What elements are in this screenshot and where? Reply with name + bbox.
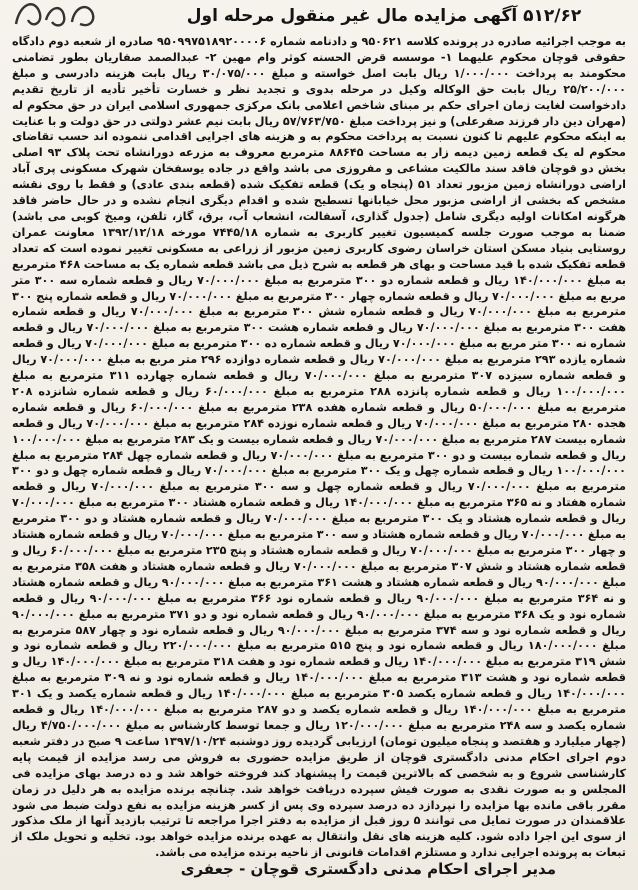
handwritten-mark-icon [6, 0, 102, 34]
ad-signature: مدیر اجرای احکام مدنی دادگستری قوچان - جعفری [180, 860, 556, 878]
ad-paragraph: به موجب اجرائیه صادره در پرونده کلاسه ۹۵۰۶۲۱ و دادنامه شماره ۹۵۰۹۹۷۵۱۸۹۲۰۰۰۰۶ صادره از شعبه دوم دادگاه حقوقی قوچان محکوم علیهما ۱- موسسه قرض الحسنه کوثر وام مهین ۲- عبدالصمد صفاریان بطور تضامنی محکومند به پرداخت ۱/۰۰۰/۰۰۰ ریال بابت اصل خواسته و مبلغ ۳۰/۰۷۵/۰۰۰ ریال بابت هزینه دادرسی و مبلغ ۲۵/۲۰۰/۰۰۰ ریال بابت حق الوکاله وکیل در مرحله بدوی و تجدید نظر و خسارت تأخیر تأدیه از تاریخ تقدیم دادخواست لغایت زمان اجرای حکم بر مبنای شاخص اعلامی بانک مرکزی جمهوری اسلامی ایران در حق محکوم له (مهران دین دار فرزند صفرعلی) و نیز پرداخت مبلغ ۵۷/۷۶۳/۷۵۰ ریال بابت نیم عشر دولتی در حق دولت و با عنایت به اینکه محکوم علیهم تا کنون نسبت به پرداخت محکوم به و هزینه های اجرایی اقدامی ننموده اند حسب تقاضای محکوم له یک قطعه زمین دیمه زار به مساحت ۸۸۶۴۵ مترمربع معروف به مزرعه دورانشاه تحت پلاک ۹۳ اصلی بخش دو قوچان فاقد سند مالکیت مشاعی و مفروزی می باشد واقع در جاده یوسفخان شهرک مسکونی پری آباد اراضی دورانشاه زمین مزبور تعداد ۵۱ (پنجاه و یک) قطعه تفکیک شده (قطعه بندی عادی) و فقط با روی نقشه مشخص که بخشی از اراضی مزبور محل خیابانها تسطیح شده و اقدام دیگری انجام نشده و در حال حاضر فاقد هرگونه امکانات اولیه دیگری شامل (جدول گذاری، آسفالت، انشعاب آب، برق، گاز، تلفن، ومیخ کوبی می باشد) ضمنا به موجب صورت جلسه کمیسیون تغییر کاربری به شماره ۷۴۴۵/۱۸ مورخه ۱۳۹۲/۱۲/۱۸ معاونت عمران روستایی بنیاد مسکن استان خراسان رضوی کاربری زمین مزبور از زراعی به مسکونی تغییر نموده است که تعداد قطعه تفکیک شده با قید مساحت و بهای هر قطعه به شرح ذیل می باشد قطعه شماره یک به مساحت ۴۶۸ مترمربع به مبلغ ۱۴۰/۰۰۰/۰۰۰ ریال و قطعه شماره دو ۳۰۰ مترمربع به مبلغ ۷۰/۰۰۰/۰۰۰ ریال و قطعه شماره سه ۳۰۰ متر مربع به مبلغ ۷۰/۰۰۰/۰۰۰ ریال و قطعه شماره چهار ۳۰۰ مترمربع به مبلغ ۷۰/۰۰۰/۰۰۰ ریال و قطعه شماره پنج ۳۰۰ مترمربع به مبلغ ۷۰/۰۰۰/۰۰۰ ریال و قطعه شماره شش ۳۰۰ مترمربع به مبلغ ۷۰/۰۰۰/۰۰۰ ریال و قطعه شماره هفت ۳۰۰ مترمربع به مبلغ ۷۰/۰۰۰/۰۰۰ ریال و قطعه شماره هشت ۳۰۰ مترمربع به مبلغ ۷۰/۰۰۰/۰۰۰ ریال و قطعه شماره نه ۳۰۰ متر مربع به مبلغ ۷۰/۰۰۰/۰۰۰ ریال و قطعه شماره ده ۳۰۰ مترمربع به مبلغ ۷۰/۰۰۰/۰۰۰ ریال و قطعه شماره یازده ۲۹۳ مترمربع به مبلغ ۷۰/۰۰۰/۰۰۰ ریال و قطعه شماره دوازده ۲۹۶ متر مربع به مبلغ ۷۰/۰۰۰/۰۰۰ ریال و قطعه شماره سیزده ۳۰۷ مترمربع به مبلغ ۷۰/۰۰۰/۰۰۰ ریال و قطعه شماره چهارده ۳۱۱ مترمربع به مبلغ ۱۰۰/۰۰۰/۰۰۰ ریال و قطعه شماره پانزده ۲۸۸ مترمربع به مبلغ ۶۰/۰۰۰/۰۰۰ ریال و قطعه شماره شانزده ۲۰۸ مترمربع به مبلغ ۵۰/۰۰۰/۰۰۰ ریال و قطعه شماره هفده ۲۳۸ مترمربع به مبلغ ۶۰/۰۰۰/۰۰۰ ریال و قطعه شماره هجده ۲۸۰ مترمربع به مبلغ ۷۰/۰۰۰/۰۰۰ ریال و قطعه شماره نوزده ۲۸۴ مترمربع به مبلغ ۷۰/۰۰۰/۰۰۰ ریال و قطعه شماره بیست ۲۸۷ مترمربع به مبلغ ۷۰/۰۰۰/۰۰۰ ریال و قطعه شماره بیست و یک ۲۸۳ مترمربع به مبلغ ۱۰۰/۰۰۰/۰۰۰ ریال و قطعه شماره بیست و دو ۳۰۰ مترمربع به مبلغ ۷۰/۰۰۰/۰۰۰ ریال و قطعه شماره چهل ۲۸۴ مترمربع به مبلغ ۱۰۰/۰۰۰/۰۰۰ ریال و قطعه شماره چهل و یک ۳۰۰ مترمربع به مبلغ ۷۰/۰۰۰/۰۰۰ ریال و قطعه شماره چهل و دو ۳۰۰ مترمربع به مبلغ ۷۰/۰۰۰/۰۰۰ ریال و قطعه شماره چهل و سه ۳۰۰ مترمربع به مبلغ ۷۰/۰۰۰/۰۰۰ ریال و قطعه شماره هفتاد و نه ۳۶۵ مترمربع به مبلغ ۱۴۰/۰۰۰/۰۰۰ ریال و قطعه شماره هشتاد ۳۰۰ مترمربع به مبلغ ۷۰/۰۰۰/۰۰۰ ریال و قطعه شماره هشتاد و یک ۳۰۰ مترمربع به مبلغ ۷۰/۰۰۰/۰۰۰ ریال و قطعه شماره هشتاد و دو ۳۰۰ مترمربع به مبلغ ۷۰/۰۰۰/۰۰۰ ریال و قطعه شماره هشتاد و سه ۳۰۰ مترمربع به مبلغ ۷۰/۰۰۰/۰۰۰ ریال و قطعه شماره هشتاد و چهار ۳۰۰ مترمربع به مبلغ ۷۰/۰۰۰/۰۰۰ ریال و قطعه شماره هشتاد و پنج ۲۳۵ مترمربع به مبلغ ۶۰/۰۰۰/۰۰۰ ریال و قطعه شماره هشتاد و شش ۳۰۷ مترمربع به مبلغ ۷۰/۰۰۰/۰۰۰ ریال و قطعه شماره هشتاد و هفت ۳۵۸ مترمربع به مبلغ ۹۰/۰۰۰/۰۰۰ ریال و قطعه شماره هشتاد و هشت ۳۶۱ مترمربع به مبلغ ۹۰/۰۰۰/۰۰۰ ریال و قطعه شماره هشتاد و نه ۳۶۴ مترمربع به مبلغ ۹۰/۰۰۰/۰۰۰ ریال و قطعه شماره نود ۳۶۶ مترمربع به مبلغ ۹۰/۰۰۰/۰۰۰ ریال و قطعه شماره نود و یک ۳۶۸ مترمربع به مبلغ ۹۰/۰۰۰/۰۰۰ ریال و قطعه شماره نود و دو ۳۷۱ مترمربع به مبلغ ۹۰/۰۰۰/۰۰۰ ریال و قطعه شماره نود و سه ۳۷۴ مترمربع به مبلغ ۹۰/۰۰۰/۰۰۰ ریال و قطعه شماره نود و چهار ۵۸۷ مترمربع به مبلغ ۱۸۰/۰۰۰/۰۰۰ ریال و قطعه شماره نود و پنج ۵۱۵ مترمربع به مبلغ ۲۲۰/۰۰۰/۰۰۰ ریال و قطعه شماره نود و شش ۳۱۹ مترمربع به مبلغ ۱۴۰/۰۰۰/۰۰۰ ریال و قطعه شماره نود و هفت ۳۱۸ مترمربع به مبلغ ۱۴۰/۰۰۰/۰۰۰ ریال و قطعه شماره نود و هشت ۳۱۳ مترمربع به مبلغ ۱۴۰/۰۰۰/۰۰۰ ریال و قطعه شماره نود و نه ۳۰۹ مترمربع به مبلغ ۱۴۰/۰۰۰/۰۰۰ ریال و قطعه شماره یکصد ۳۰۵ مترمربع به مبلغ ۱۴۰/۰۰۰/۰۰۰ ریال و قطعه شماره یکصد و یک ۳۰۱ مترمربع به مبلغ ۱۴۰/۰۰۰/۰۰۰ ریال و قطعه شماره یکصد و دو ۲۸۷ مترمربع به مبلغ ۱۴۰/۰۰۰/۰۰۰ ریال و قطعه شماره یکصد و سه ۲۴۸ مترمربع به مبلغ ۱۲۰/۰۰۰/۰۰۰ ریال و جمعا توسط کارشناس به مبلغ ۴/۷۵۰/۰۰۰/۰۰۰ ریال (چهار میلیارد و هفتصد و پنجاه میلیون تومان) ارزیابی گردیده روز دوشنبه ۱۳۹۷/۱۰/۲۴ ساعت ۹ صبح در دفتر شعبه دوم اجرای احکام مدنی دادگستری قوچان از طریق مزایده حضوری به فروش می رسد مزایده از قیمت پایه کارشناسی شروع و به شخصی که بالاترین قیمت را پیشنهاد کند فروخته خواهد شد و ده درصد بهای مزایده فی المجلس و به صورت نقدی به صورت فیش سپرده دریافت خواهد شد. چنانچه برنده مزایده به هر دلیل در زمان مقرر باقی مانده بها مزایده را نپردازد ده درصد سپرده وی پس از کسر هزینه مزایده به نفع دولت ضبط می شود علاقمندان در صورت تمایل می توانند ۵ روز قبل از مزایده به دفتر اجرا مراجعه تا ترتیب بازدید آنها از ملک مذکور از سوی این اجرا داده شود. کلیه هزینه های نقل وانتقال به عهده برنده مزایده خواهد بود. تخلیه و تحویل ملک از تبعات به پرونده اجرایی ندارد و مستلزم اقدامات قانونی از ناحیه برنده مزایده می باشد. [12, 35, 627, 860]
ad-body [12, 34, 627, 860]
ad-title: ۵۱۲/۶۲ آگهی مزایده مال غیر منقول مرحله اول [186, 6, 582, 26]
